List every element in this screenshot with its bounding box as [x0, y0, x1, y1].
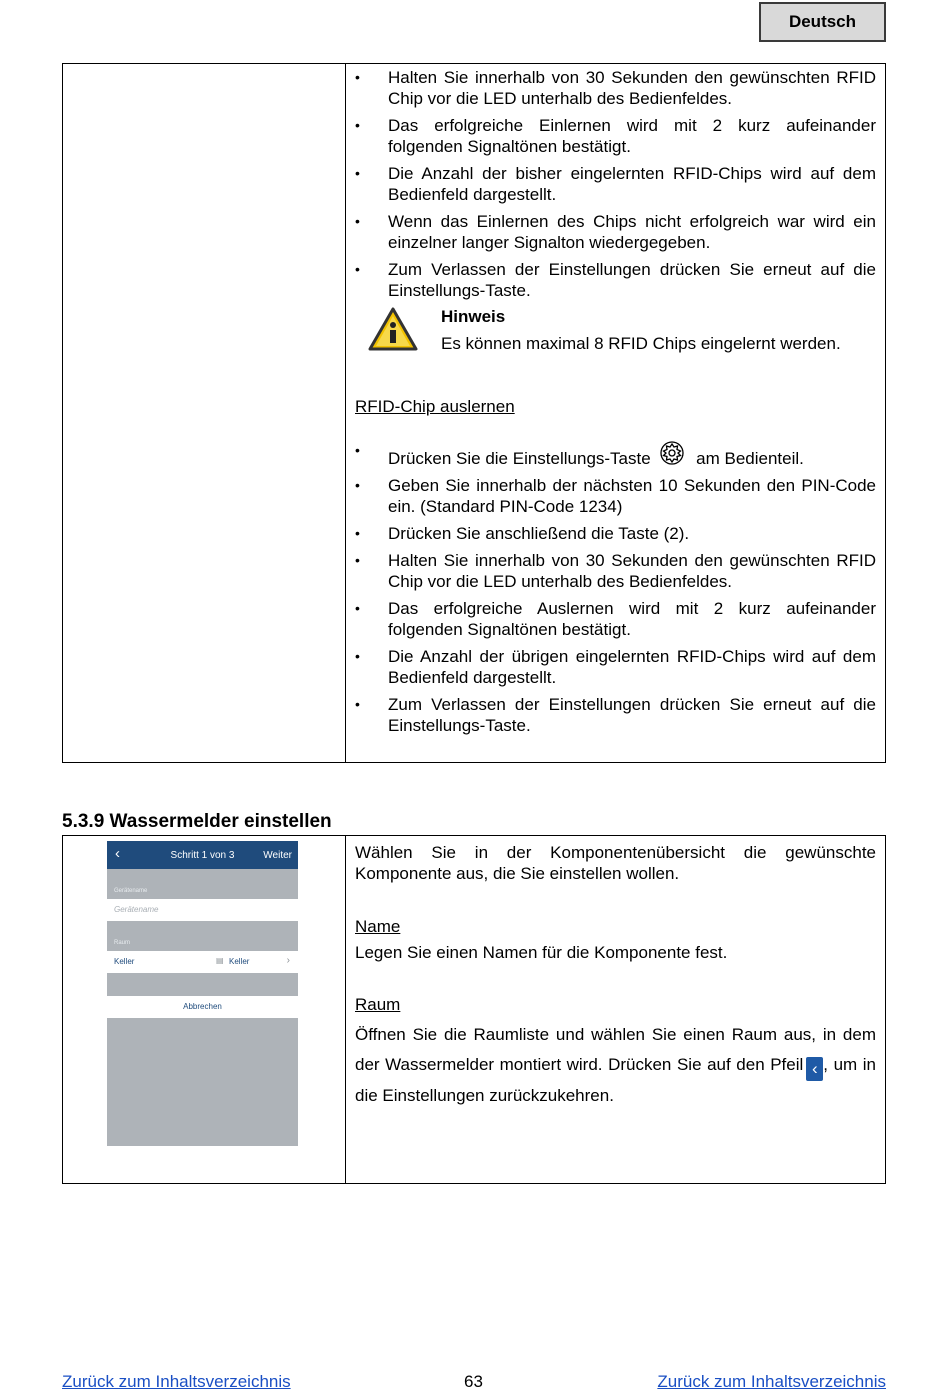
phone-step-title: Schritt 1 von 3 [170, 850, 235, 861]
gear-icon [659, 440, 685, 466]
column-divider [345, 836, 346, 1183]
lock-icon: ▤ [216, 956, 224, 965]
intro-text: Wählen Sie in der Komponentenübersicht die gewünschte Komponente aus, die Sie einstellen wollen. [355, 843, 876, 883]
footer-link-right-wrap [657, 1372, 886, 1392]
chevron-left-icon[interactable]: ‹ [115, 845, 120, 862]
phone-name-input[interactable]: Gerätename [107, 899, 298, 921]
phone-room-left: Keller [114, 957, 135, 966]
phone-screenshot [107, 841, 298, 1146]
note-box [355, 307, 876, 367]
list-item: • Die Anzahl der bisher eingelernten RFID-Chips wird auf dem Bedienfeld dargestellt. [355, 163, 876, 205]
phone-cancel-button[interactable]: Abbrechen [107, 996, 298, 1018]
phone-room-right: Keller [229, 957, 250, 966]
unlearn-subheading: RFID-Chip auslernen [355, 397, 515, 416]
rfid-instructions [355, 67, 876, 367]
list-item: • Das erfolgreiche Einlernen wird mit 2 kurz aufeinander folgenden Signaltönen bestätigt. [355, 115, 876, 157]
unlearn-instructions [355, 440, 876, 742]
toc-link-left[interactable]: Zurück zum Inhaltsverzeichnis [62, 1372, 291, 1391]
learn-bullet-list [355, 67, 876, 301]
room-text [355, 1020, 876, 1111]
name-heading: Name [355, 917, 401, 936]
room-heading: Raum [355, 995, 401, 1014]
chevron-right-icon: › [286, 955, 290, 966]
language-badge: Deutsch [759, 2, 886, 42]
note-title: Hinweis [441, 307, 506, 326]
water-sensor-table [62, 835, 886, 1184]
phone-room-select[interactable] [107, 951, 298, 973]
room-text-part2: , um in die Einstellungen zurückzukehren. [355, 1055, 876, 1105]
list-item: • Halten Sie innerhalb von 30 Sekunden den gewünschten RFID Chip vor die LED unterhalb des Bedienfeldes. [355, 67, 876, 109]
phone-next-button[interactable]: Weiter [263, 850, 292, 861]
list-item: • Die Anzahl der übrigen eingelernten RFID-Chips wird auf dem Bedienfeld dargestellt. [355, 646, 876, 688]
back-arrow-icon: ‹ [806, 1057, 823, 1081]
warning-info-icon [368, 307, 418, 351]
unlearn-bullet-list [355, 440, 876, 736]
phone-room-label: Raum [114, 940, 131, 946]
rfid-table [62, 63, 886, 763]
page-number: 63 [464, 1372, 483, 1391]
phone-header-bar [107, 841, 298, 869]
list-item: • Geben Sie innerhalb der nächsten 10 Sekunden den PIN-Code ein. (Standard PIN-Code 1234) [355, 475, 876, 517]
toc-link-right[interactable]: Zurück zum Inhaltsverzeichnis [657, 1372, 886, 1391]
phone-name-label: Gerätename [114, 888, 148, 894]
list-item: • Das erfolgreiche Auslernen wird mit 2 kurz aufeinander folgenden Signaltönen bestätigt. [355, 598, 876, 640]
list-item: • Zum Verlassen der Einstellungen drücken Sie erneut auf die Einstellungs-Taste. [355, 259, 876, 301]
gear-bullet-text-after: am Bedienteil. [696, 449, 804, 468]
footer-link-left-wrap [62, 1372, 291, 1392]
section-heading: 5.3.9 Wassermelder einstellen [62, 811, 332, 832]
name-text: Legen Sie einen Namen für die Komponente fest. [355, 943, 728, 962]
note-text: Es können maximal 8 RFID Chips eingelernt werden. [441, 334, 841, 353]
list-item [355, 440, 876, 469]
room-text-part1: Öffnen Sie die Raumliste und wählen Sie einen Raum aus, in dem der Wassermelder montiert wird. Drücken Sie auf den Pfeil [355, 1025, 876, 1074]
gear-bullet-text-before: Drücken Sie die Einstellungs-Taste [388, 449, 651, 468]
list-item: • Wenn das Einlernen des Chips nicht erfolgreich war wird ein einzelner langer Signalton wiedergegeben. [355, 211, 876, 253]
list-item: • Drücken Sie anschließend die Taste (2). [355, 523, 876, 544]
list-item: • Halten Sie innerhalb von 30 Sekunden den gewünschten RFID Chip vor die LED unterhalb des Bedienfeldes. [355, 550, 876, 592]
column-divider [345, 64, 346, 762]
list-item: • Zum Verlassen der Einstellungen drücken Sie erneut auf die Einstellungs-Taste. [355, 694, 876, 736]
section-text [355, 842, 876, 1111]
